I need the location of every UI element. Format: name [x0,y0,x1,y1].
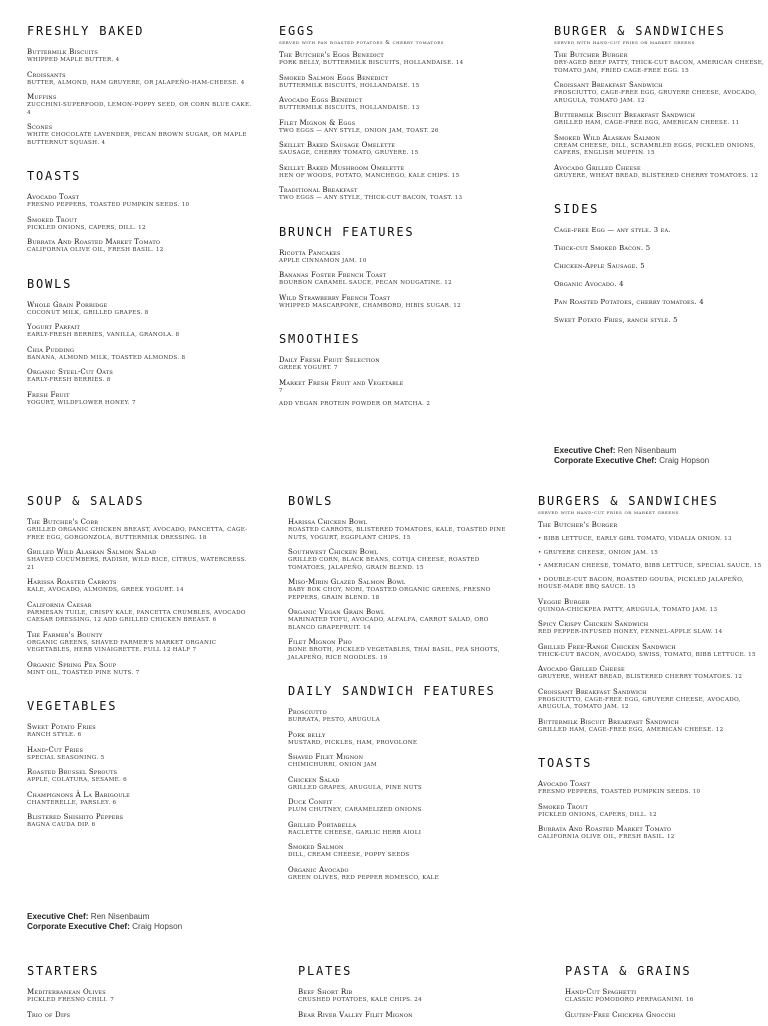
menu-item-description: GRILLED HAM, CAGE-FREE EGG, AMERICAN CHEESE. 11 [554,120,740,126]
menu-item-name: Skillet Baked Mushroom Omelette [279,163,405,172]
menu-section [288,494,516,662]
menu-item-description: RED PEPPER-INFUSED HONEY, FENNEL-APPLE SLAW. 14 [538,629,723,635]
menu-item [538,598,766,615]
menu-item-name: The Butcher's Burger [538,521,618,529]
menu-item-name: Burrata And Roasted Market Tomato [538,825,672,833]
menu-item-name: Wild Strawberry French Toast [279,293,391,302]
menu-item [27,123,255,147]
menu-item-name: Pan Roasted Potatoes, cherry tomatoes. 4 [554,298,704,306]
menu-item-name: Shaved Filet Mignon [288,753,364,761]
menu-section [279,24,507,203]
menu-item-description: PLUM CHUTNEY, CARAMELIZED ONIONS [288,807,422,813]
section-subtitle: served with pan roasted potatoes & cherry tomatoes [279,40,445,46]
menu-section [27,24,255,147]
menu-item-description: YOGURT, WILDFLOWER HONEY. 7 [27,399,136,406]
menu-item-description: ORGANIC GREENS, SHAVED FARMER'S MARKET ORGANIC VEGETABLES, HERB VINAIGRETTE. FULL 12 HALF 7 [27,639,217,653]
menu-item [538,521,766,530]
menu-item-name: Daily Fresh Fruit Selection [279,356,380,364]
menu-section [565,964,768,1020]
menu-item-name: Chicken-Apple Sausage. 5 [554,262,645,270]
menu-item-name: Buttermilk Biscuits [27,48,99,56]
menu-item-description: • AMERICAN CHEESE, TOMATO, BIBB LETTUCE, SPECIAL SAUCE. 15 [538,563,762,569]
menu-item [279,271,507,288]
menu-item-description: ROASTED CARROTS, BLISTERED TOMATOES, KALE, TOASTED PINE NUTS, YOGURT, EGGPLANT CHIPS. 15 [288,527,506,541]
section-title: BRUNCH FEATURES [279,224,415,239]
menu-item-description: COCONUT MILK, GRILLED GRAPES. 8 [27,309,149,316]
menu-item-description: GRILLED HAM, CAGE-FREE EGG, AMERICAN CHEESE. 12 [538,726,724,733]
section-title: BOWLS [27,276,73,291]
menu-item-description: CREAM CHEESE, DILL, SCRAMBLED EGGS, PICKLED ONIONS, CAPERS, ENGLISH MUFFIN. 15 [554,142,756,156]
menu-item-description: EARLY-FRESH BERRIES, VANILLA, GRANOLA. 8 [27,332,180,338]
menu-item [27,791,255,808]
menu-item-description: BURRATA, PESTO, ARUGULA [288,717,381,723]
menu-section [298,964,526,1020]
menu-item [288,708,516,725]
menu-item-name: Beef Short Rib [298,988,353,996]
menu-item-description: GREEN OLIVES, RED PEPPER ROMESCO, KALE [288,874,440,881]
menu-item [27,216,255,233]
menu-item [288,798,516,815]
menu-item-name: Smoked Salmon Eggs Benedict [279,73,389,82]
menu-item-description: BUTTERMILK BISCUITS, HOLLANDAISE. 15 [279,82,420,89]
menu-item-description: GRUYERE, WHEAT BREAD, BLISTERED CHERRY TOMATOES. 12 [538,674,743,680]
menu-item-description: 7 [279,387,283,394]
menu-item [279,51,507,68]
menu-item-description: CRUSHED POTATOES, KALE CHIPS. 24 [298,997,422,1003]
menu-item [554,262,768,271]
menu-item-description: RACLETTE CHEESE, GARLIC HERB AIOLI [288,829,422,836]
section-title: DAILY SANDWICH FEATURES [288,684,496,698]
menu-column [27,940,255,1026]
menu-item-description: SAUSAGE, CHERRY TOMATO, GRUYERE. 15 [279,150,419,156]
menu-item-name: Organic Avocado [288,865,349,874]
menu-item-description: GRILLED GRAPES, ARUGULA, PINE NUTS [288,784,422,791]
section-title: TOASTS [538,756,593,770]
chef-credits [27,912,182,932]
menu-item [538,825,766,842]
menu-item [538,550,766,558]
section-title: SIDES [554,202,600,216]
menu-item [279,186,507,203]
menu-item [27,548,255,572]
menu-section [538,494,766,734]
menu-item-name: Buttermilk Biscuit Breakfast Sandwich [554,111,696,119]
section-title: BOWLS [288,494,334,508]
menu-section [27,494,255,677]
menu-item-description: DILL, CREAM CHEESE, POPPY SEEDS [288,852,410,858]
menu-item-description: BAGNA CAUDA DIP. 6 [27,822,96,828]
menu-item-name: Cage-free Egg — any style. 3 ea. [554,226,671,234]
menu-item-description: CHANTERELLE, PARSLEY. 6 [27,799,117,806]
menu-item-description: FRESNO PEPPERS, TOASTED PUMPKIN SEEDS. 10 [27,202,190,208]
menu-item [538,780,766,797]
menu-item [554,226,768,235]
menu-item [288,638,516,662]
menu-column [538,470,766,848]
menu-item [538,688,766,712]
menu-item-name: Spicy Crispy Chicken Sandwich [538,620,649,628]
menu-item-name: Scones [27,123,53,131]
menu-item-name: Smoked Trout [27,215,78,224]
chef-name: Craig Hopson [132,922,183,931]
menu-item-description: MARINATED TOFU, AVOCADO, ALFALFA, CARROT SALAD, ORO BLANCO GRAPEFRUIT. 14 [288,617,489,631]
menu-item-name: Sweet Potato Fries, ranch style. 5 [554,316,678,324]
menu-item-description: THICK-CUT BACON, AVOCADO, SWISS, TOMATO, BIBB LETTUCE. 15 [538,651,756,658]
menu-item [27,391,255,408]
menu-item [298,1011,526,1020]
menu-item-name: Croissant Breakfast Sandwich [554,81,663,89]
menu-panel-breakfast [0,0,768,470]
menu-section [27,169,255,255]
menu-item [554,51,768,75]
menu-item-name: Harissa Chicken Bowl [288,518,368,526]
menu-item-name: Ricotta Pancakes [279,248,341,257]
section-title: EGGS [279,24,316,38]
menu-item-name: Sweet Potato Fries [27,723,96,731]
menu-item [554,316,768,325]
menu-item [27,193,255,210]
menu-item [554,244,768,253]
menu-item [538,803,766,820]
menu-item-name: California Caesar [27,600,92,609]
section-subtitle: served with hand-cut fries or market greens [554,40,695,46]
menu-item-description: GREEK YOGURT. 7 [279,365,338,371]
section-title: STARTERS [27,964,100,978]
section-title: PASTA & GRAINS [565,964,692,978]
menu-item-name: Skillet Baked Sausage Omelette [279,141,396,149]
menu-item-name: Avocado Toast [27,193,80,201]
menu-section [27,699,255,830]
menu-item [554,280,768,289]
menu-item [27,723,255,740]
menu-item [27,346,255,363]
menu-item-name: Veggie Burger [538,597,590,606]
menu-item-description: PROSCIUTTO, CAGE-FREE EGG, GRUYERE CHEESE, AVOCADO, ARUGULA, TOMATO JAM. 12 [554,90,757,104]
menu-item [288,731,516,748]
section-title: SOUP & SALADS [27,494,145,508]
menu-item-name: Prosciutto [288,708,327,716]
menu-item [27,323,255,340]
section-title: PLATES [298,964,353,978]
menu-item-description: MINT OIL, TOASTED PINE NUTS. 7 [27,669,140,676]
menu-item [538,665,766,682]
menu-item [27,578,255,595]
menu-item [279,74,507,91]
menu-item-name: The Butcher Burger [554,51,628,59]
menu-item-description: • DOUBLE-CUT BACON, ROASTED GOUDA, PICKLED JALAPEÑO, HOUSE-MADE BBQ SAUCE. 15 [538,576,744,590]
menu-item [288,776,516,793]
menu-item-description: ZUCCHINI-SUPERFOOD, LEMON-POPPY SEED, OR CORN BLUE CAKE. 4 [27,102,252,116]
menu-column [27,470,255,836]
menu-item [279,249,507,266]
menu-section [554,202,768,325]
menu-item [27,661,255,678]
menu-item-description: RANCH STYLE. 6 [27,732,82,738]
menu-item-description: SPECIAL SEASONING. 5 [27,754,105,761]
menu-item-name: Thick-cut Smoked Bacon. 5 [554,244,651,252]
section-title: SMOOTHIES [279,332,361,346]
menu-item [288,866,516,883]
menu-item-name: Bear River Valley Filet Mignon [298,1010,413,1019]
menu-item-name: Smoked Wild Alaskan Salmon [554,133,661,142]
chef-label: Corporate Executive Chef: [27,922,130,931]
menu-item-description: BANANA, ALMOND MILK, TOASTED ALMONDS. 8 [27,354,186,361]
menu-item-description: • BIBB LETTUCE, EARLY GIRL TOMATO, VIDALIA ONION. 13 [538,536,732,542]
menu-column [298,940,526,1026]
menu-item-name: Chia Pudding [27,345,75,354]
menu-item [279,164,507,181]
menu-column [288,470,516,888]
menu-section [288,684,516,882]
menu-item-name: Champignons À La Barigoule [27,790,131,799]
menu-item-description: BUTTERMILK BISCUITS, HOLLANDAISE. 13 [279,105,420,111]
menu-item [538,563,766,571]
menu-item [27,93,255,117]
menu-item-description: ADD VEGAN PROTEIN POWDER OR MATCHA. 2 [279,401,431,407]
chef-credits [554,446,709,466]
menu-item-name: Mediterranean Olives [27,988,106,996]
menu-item-description: DRY-AGED BEEF PATTY, THICK-CUT BACON, AMERICAN CHEESE, TOMATO JAM, FRIED CAGE-FREE EGG. 15 [554,60,765,74]
section-title: VEGETABLES [27,699,118,713]
menu-item [279,141,507,158]
menu-item-description: PROSCIUTTO, CAGE-FREE EGG, GRUYERE CHEESE, AVOCADO, ARUGULA, TOMATO JAM. 12 [538,696,741,710]
menu-item-name: Avocado Eggs Benedict [279,96,363,104]
menu-item [288,608,516,632]
menu-item-name: Market Fresh Fruit and Vegetable [279,378,404,387]
menu-item-name: Trio of Dips [27,1010,71,1019]
menu-item-name: The Butcher's Eggs Benedict [279,51,384,59]
menu-item-description: WHITE CHOCOLATE LAVENDER, PECAN BROWN SUGAR, OR MAPLE BUTTERNUT SQUASH. 4 [27,132,247,146]
menu-item [538,643,766,660]
section-subtitle: served with hand-cut fries or market greens [538,510,679,516]
menu-item [27,1011,255,1020]
chef-name: Craig Hopson [659,456,710,465]
menu-item [279,294,507,311]
menu-item-description: MUSTARD, PICKLES, HAM, PROVOLONE [288,739,418,746]
menu-panel-lunch [0,470,768,930]
menu-item-description: GRILLED CORN, BLACK BEANS, COTIJA CHEESE, ROASTED TOMATOES, JALAPEÑO, GRAIN BLEND. 15 [288,557,480,571]
menu-item-name: Southwest Chicken Bowl [288,548,379,556]
menu-item-name: Fresh Fruit [27,390,70,399]
menu-item-name: Avocado Toast [538,780,591,788]
menu-item [288,753,516,770]
menu-item-name: Roasted Brussel Sprouts [27,768,118,776]
menu-section [27,277,255,408]
menu-item-description: CLASSIC POMODORO PERFAGANINI. 16 [565,997,694,1003]
chef-name: Ren Nisenbaum [617,446,677,455]
chef-name: Ren Nisenbaum [90,912,150,921]
section-title: TOASTS [27,169,82,183]
menu-item-name: Smoked Trout [538,802,589,811]
menu-item [279,96,507,113]
menu-item-name: Harissa Roasted Carrots [27,578,117,586]
menu-item-name: Grilled Portabella [288,820,357,829]
menu-item [27,368,255,385]
menu-item-description: • GRUYERE CHEESE, ONION JAM. 15 [538,549,659,556]
menu-item [27,988,255,1005]
menu-item-description: EARLY-FRESH BERRIES. 8 [27,377,111,383]
menu-item [279,119,507,136]
menu-item [27,518,255,542]
menu-column [565,940,768,1026]
menu-section [27,964,255,1020]
menu-item-name: Bananas Foster French Toast [279,271,387,279]
menu-item-name: Gluten-Free Chickpea Gnocchi [565,1010,676,1019]
menu-item [279,356,507,373]
menu-item-name: Avocado Grilled Cheese [538,665,625,673]
menu-item [538,577,766,592]
menu-item [288,843,516,860]
menu-item [538,718,766,735]
menu-item-name: Traditional Breakfast [279,186,358,194]
menu-item-name: Chicken Salad [288,775,340,784]
menu-panel-dinner [0,940,768,1024]
menu-item-name: Muffins [27,93,57,101]
menu-item-description: PORK BELLY, BUTTERMILK BISCUITS, HOLLANDAISE. 14 [279,60,464,66]
menu-item-description: WHIPPED MAPLE BUTTER. 4 [27,57,120,63]
menu-item [27,631,255,655]
menu-item [27,746,255,763]
menu-section [554,24,768,180]
menu-item-description: BOURBON CARAMEL SAUCE, PECAN NOUGATINE. 12 [279,280,453,286]
menu-item-name: Yogurt Parfait [27,323,81,331]
menu-item [279,379,507,396]
menu-item [27,768,255,785]
menu-item [27,71,255,88]
menu-item-description: QUINOA-CHICKPEA PATTY, ARUGULA, TOMATO JAM. 13 [538,606,718,613]
menu-item [565,988,768,1005]
menu-item-name: Smoked Salmon [288,843,344,851]
menu-item [288,548,516,572]
chef-label: Executive Chef: [554,446,616,455]
menu-item [27,813,255,830]
menu-item-description: PICKLED ONIONS, CAPERS, DILL. 12 [538,811,657,818]
section-title: BURGER & SANDWICHES [554,24,726,38]
menu-section [279,332,507,409]
menu-item-name: Buttermilk Biscuit Breakfast Sandwich [538,717,680,726]
menu-item-name: Croissants [27,70,66,79]
chef-label: Corporate Executive Chef: [554,456,657,465]
menu-item [27,301,255,318]
menu-item-name: Miso-Mirin Glazed Salmon Bowl [288,578,406,586]
menu-item [298,988,526,1005]
menu-item-name: Burrata And Roasted Market Tomato [27,238,161,246]
menu-item-name: Whole Grain Porridge [27,300,108,309]
menu-item [279,401,507,409]
menu-item-name: The Farmer's Bounty [27,630,103,639]
menu-item-name: Blistered Shishito Peppers [27,813,124,821]
menu-item-description: GRILLED ORGANIC CHICKEN BREAST, AVOCADO, PANCETTA, CAGE-FREE EGG, GORGONZOLA, BUTTERMILK DRESSING. 18 [27,527,248,541]
menu-item [554,134,768,158]
menu-item-description: APPLE, COLATURA, SESAME. 6 [27,777,128,783]
menu-item [27,48,255,65]
menu-column [279,0,507,415]
menu-item-name: Avocado Grilled Cheese [554,163,641,172]
menu-item-name: Grilled Free-Range Chicken Sandwich [538,642,676,651]
menu-item-description: HEN OF WOODS, POTATO, MANCHEGO, KALE CHIPS. 15 [279,172,460,179]
menu-item-name: Filet Mignon Pho [288,638,352,646]
menu-item [565,1011,768,1020]
menu-item-name: Organic Vegan Grain Bowl [288,608,385,616]
menu-item [288,821,516,838]
menu-item-name: Filet Mignon & Eggs [279,118,356,127]
menu-item-name: Hand-Cut Spaghetti [565,988,637,996]
chef-label: Executive Chef: [27,912,89,921]
menu-item-description: PICKLED ONIONS, CAPERS, DILL. 12 [27,224,146,231]
menu-item-description: KALE, AVOCADO, ALMONDS, GREEK YOGURT. 14 [27,587,184,593]
menu-item-description: CALIFORNIA OLIVE OIL, FRESH BASIL. 12 [538,834,675,840]
menu-item-description: PICKLED FRESNO CHILI. 7 [27,997,115,1003]
menu-item-description: FRESNO PEPPERS, TOASTED PUMPKIN SEEDS. 10 [538,789,701,795]
section-title: FRESHLY BAKED [27,24,145,38]
menu-item [288,518,516,542]
menu-item-description: GRUYERE, WHEAT BREAD, BLISTERED CHERRY TOMATOES. 12 [554,172,759,179]
menu-item-name: Organic Avocado. 4 [554,280,624,288]
menu-item [554,164,768,181]
menu-item-name: Organic Steel-Cut Oats [27,368,113,376]
section-title: BURGERS & SANDWICHES [538,494,719,508]
menu-column [554,0,768,334]
menu-item-description: TWO EGGS — ANY STYLE, ONION JAM, TOAST. 26 [279,127,439,134]
menu-item-description: BABY BOK CHOY, NORI, TOASTED ORGANIC GREENS, FRESNO PEPPERS, GRAIN BLEND. 18 [288,587,491,601]
menu-item-name: Grilled Wild Alaskan Salmon Salad [27,548,157,556]
menu-item-description: CHIMICHURRI, ONION JAM [288,762,377,768]
menu-item [288,578,516,602]
menu-item-description: PARMESAN TUILE, CRISPY KALE, PANCETTA CRUMBLES, AVOCADO CAESAR DRESSING. 12 ADD GRILLED CHICKEN BREAST. 6 [27,609,246,623]
menu-item [554,81,768,105]
menu-section [538,756,766,842]
menu-item-name: Duck Confit [288,798,333,806]
menu-item-name: Organic Spring Pea Soup [27,660,117,669]
menu-item-name: Croissant Breakfast Sandwich [538,687,647,696]
menu-item-description: CALIFORNIA OLIVE OIL, FRESH BASIL. 12 [27,247,164,253]
menu-item [554,298,768,307]
menu-item-name: The Butcher's Cobb [27,518,99,526]
menu-item [538,536,766,544]
menu-item-description: BONE BROTH, PICKLED VEGETABLES, THAI BASIL, PEA SHOOTS, JALAPEÑO, RICE NOODLES. 19 [288,647,500,661]
menu-item-name: Pork belly [288,730,326,739]
menu-item-description: SHAVED CUCUMBERS, RADISH, WILD RICE, CITRUS, WATERCRESS. 21 [27,557,247,571]
menu-item-description: WHIPPED MASCARPONE, CHAMBORD, HIBIS SUGAR. 12 [279,302,461,309]
menu-item-description: APPLE CINNAMON JAM. 10 [279,257,367,264]
menu-column [27,0,255,413]
menu-item-name: Hand-Cut Fries [27,745,84,754]
menu-item [538,620,766,637]
menu-item-description: TWO EGGS — ANY STYLE, THICK-CUT BACON, TOAST. 13 [279,195,463,201]
menu-item [554,111,768,128]
menu-item [27,601,255,625]
menu-section [279,225,507,311]
menu-item-description: BUTTER, ALMOND, HAM GRUYERE, OR JALAPEÑO-HAM-CHEESE. 4 [27,79,245,86]
menu-item [27,238,255,255]
